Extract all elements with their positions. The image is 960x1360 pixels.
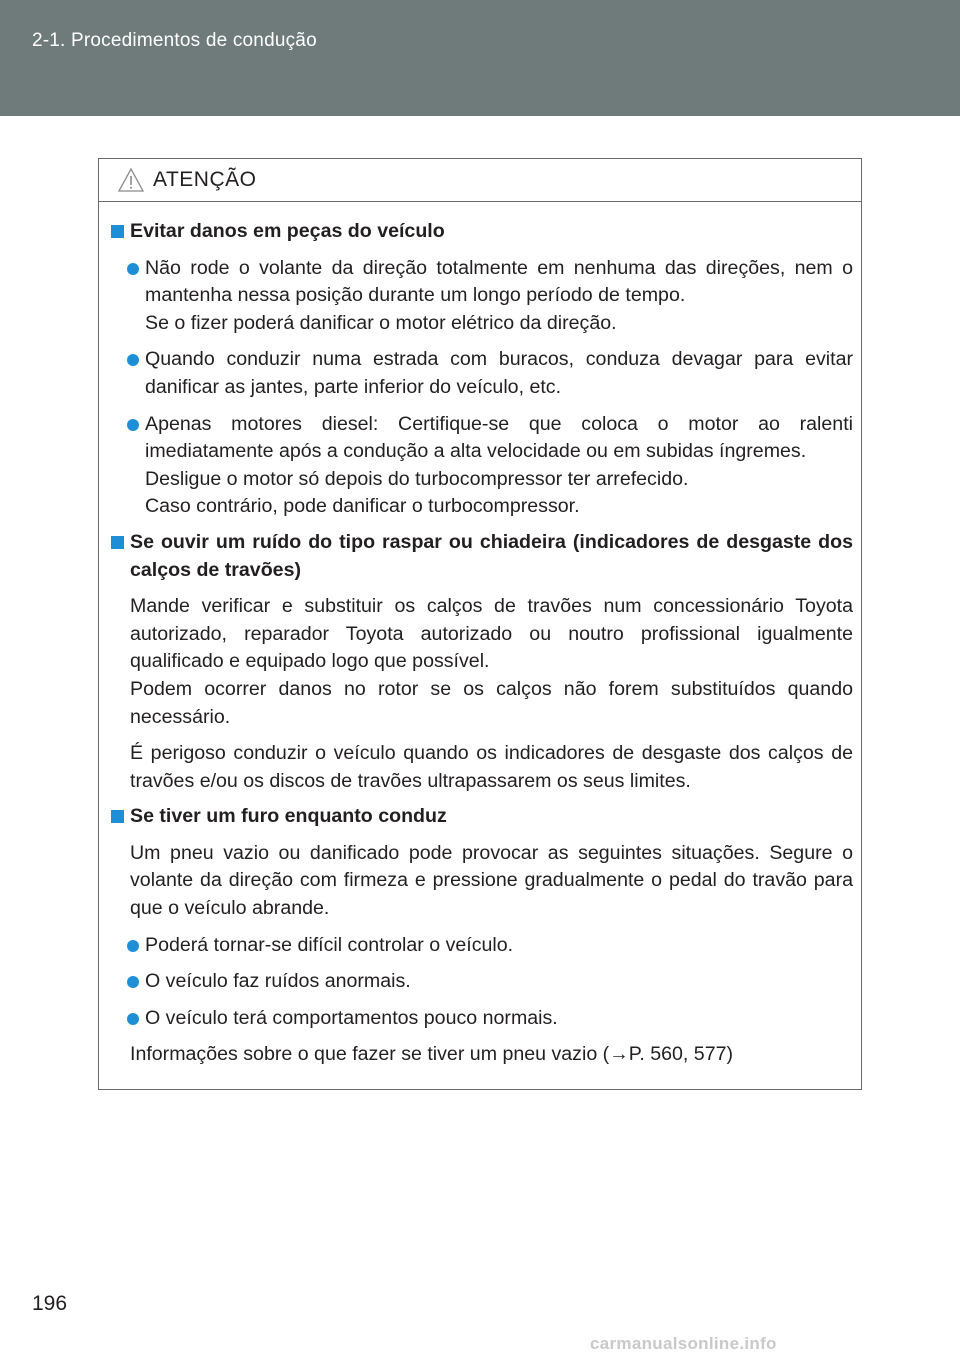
- blue-dot-icon: [127, 263, 139, 275]
- bullet-item: [105, 411, 853, 521]
- warning-title: ATENÇÃO: [153, 168, 257, 191]
- header-band: [0, 0, 960, 116]
- blue-dot-icon: [127, 1013, 139, 1025]
- bullet-item: [105, 932, 853, 960]
- paragraph: Mande verificar e substituir os calços de travões num concessionário Toyota autorizado, reparador Toyota autorizado ou noutro profissional igualmente qualificado e equipado logo que possível.: [130, 595, 853, 673]
- bullet-text: Desligue o motor só depois do turbocompressor ter arrefecido.: [145, 467, 689, 490]
- cross-reference: Informações sobre o que fazer se tiver um pneu vazio (→P. 560, 577): [130, 1043, 734, 1066]
- bullet-text: Apenas motores diesel: Certifique-se que coloca o motor ao ralenti imediatamente após a condução a alta velocidade ou em subidas íngremes.: [145, 412, 853, 463]
- section-heading-3: Se tiver um furo enquanto conduz: [105, 803, 853, 831]
- blue-square-icon: [111, 536, 124, 549]
- bullet-text: Não rode o volante da direção totalmente em nenhuma das direções, nem o mantenha nessa posição durante um longo período de tempo.: [145, 256, 853, 307]
- bullet-text: Quando conduzir numa estrada com buracos, conduza devagar para evitar danificar as jantes, parte inferior do veículo, etc.: [145, 348, 853, 398]
- bullet-item: [105, 968, 853, 996]
- bullet-item: [105, 346, 853, 401]
- warning-body: [99, 202, 861, 1069]
- blue-square-icon: [111, 810, 124, 823]
- section-heading-1: Evitar danos em peças do veículo: [105, 218, 853, 246]
- bullet-text: O veículo terá comportamentos pouco normais.: [145, 1006, 558, 1029]
- blue-dot-icon: [127, 940, 139, 952]
- section-heading-2: Se ouvir um ruído do tipo raspar ou chiadeira (indicadores de desgaste dos calços de travões): [105, 529, 853, 584]
- bullet-item: [105, 1005, 853, 1033]
- page-number: 196: [32, 1292, 68, 1315]
- blue-square-icon: [111, 225, 124, 238]
- blue-dot-icon: [127, 976, 139, 988]
- blue-dot-icon: [127, 419, 139, 431]
- paragraph: É perigoso conduzir o veículo quando os indicadores de desgaste dos calços de travões e/ou os discos de travões ultrapassarem os seus limites.: [130, 742, 853, 792]
- bullet-text: Caso contrário, pode danificar o turbocompressor.: [145, 495, 580, 518]
- section-title: 2-1. Procedimentos de condução: [32, 30, 317, 51]
- warning-header: [99, 159, 861, 202]
- paragraph: Um pneu vazio ou danificado pode provocar as seguintes situações. Segure o volante da direção com firmeza e pressione gradualmente o pedal do travão para que o veículo abrande.: [130, 841, 853, 920]
- bullet-item: [105, 255, 853, 338]
- warning-box: [98, 158, 862, 1090]
- bullet-text: Poderá tornar-se difícil controlar o veículo.: [145, 933, 514, 956]
- bullet-text: O veículo faz ruídos anormais.: [145, 970, 411, 993]
- watermark: carmanualsonline.info: [590, 1334, 777, 1353]
- paragraph: Podem ocorrer danos no rotor se os calços não forem substituídos quando necessário.: [130, 677, 853, 728]
- warning-triangle-icon: [117, 167, 145, 193]
- bullet-text: Se o fizer poderá danificar o motor elétrico da direção.: [145, 311, 617, 334]
- blue-dot-icon: [127, 354, 139, 366]
